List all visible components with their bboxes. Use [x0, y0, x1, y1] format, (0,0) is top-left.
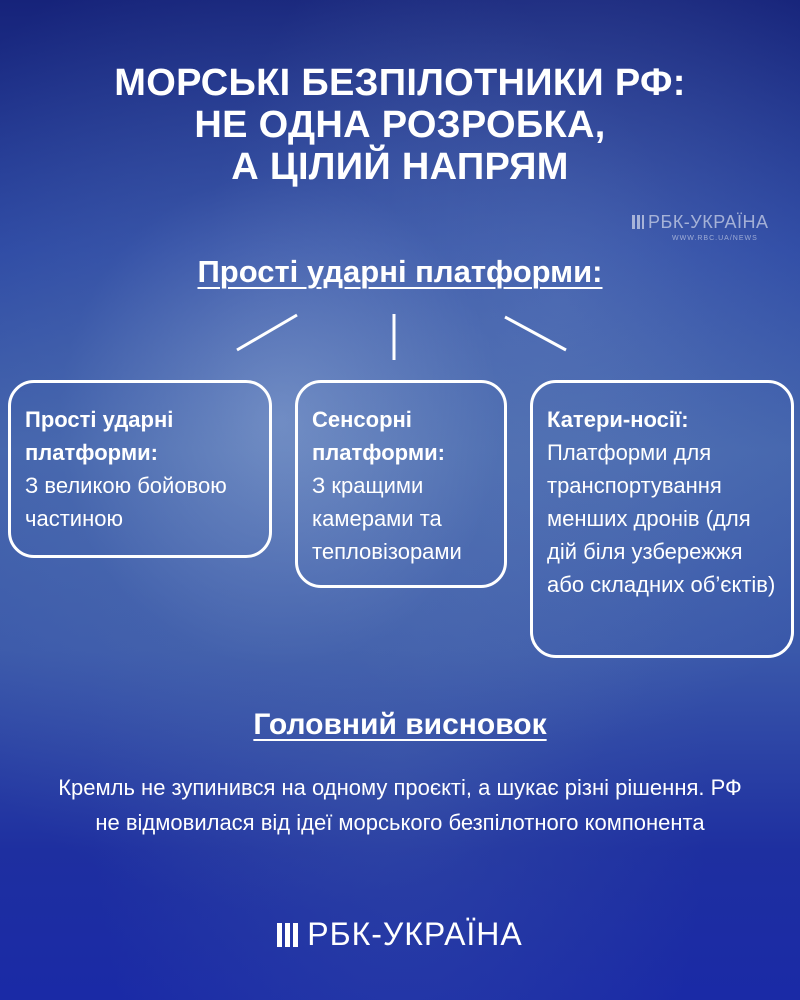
footer-logo: [0, 916, 800, 953]
card-strike-platforms: [8, 380, 272, 558]
conclusion-text: Кремль не зупинився на одному проєкті, а шукає різні рішення. РФ не відмовилася від ідеї морського безпілотного компонента: [58, 775, 742, 835]
watermark-url: WWW.RBC.UA/NEWS: [672, 235, 758, 242]
title-line-2: НЕ ОДНА РОЗРОБКА,: [194, 104, 606, 146]
connector-left: [237, 315, 297, 350]
card-heading: Прості ударні платформи:: [25, 407, 174, 465]
watermark-brand: РБК-УКРАЇНА: [648, 212, 769, 232]
card-carrier-boats: [530, 380, 794, 658]
card-heading: Катери-носії:: [547, 407, 689, 432]
brand-mark-icon: [277, 923, 299, 947]
card-text: З великою бойовою частиною: [25, 473, 227, 531]
conclusion-heading: Головний висновок: [253, 708, 547, 741]
page-title: [40, 62, 760, 188]
watermark: [632, 212, 782, 242]
card-sensor-platforms: [295, 380, 507, 588]
card-text: Платформи для транспортування менших дронів (для дій біля узбережжя або складних об’єктів): [547, 440, 776, 597]
brand-mark-icon: [632, 215, 644, 229]
section-heading: Прості ударні платформи:: [197, 254, 603, 289]
card-heading: Сенсорні платформи:: [312, 407, 445, 465]
connector-lines: [0, 305, 800, 365]
title-line-3: А ЦІЛИЙ НАПРЯМ: [231, 146, 569, 188]
title-line-1: МОРСЬКІ БЕЗПІЛОТНИКИ РФ:: [114, 62, 686, 104]
logo-text: РБК-УКРАЇНА: [307, 916, 523, 952]
connector-right: [505, 317, 566, 350]
card-text: З кращими камерами та тепловізорами: [312, 473, 462, 564]
